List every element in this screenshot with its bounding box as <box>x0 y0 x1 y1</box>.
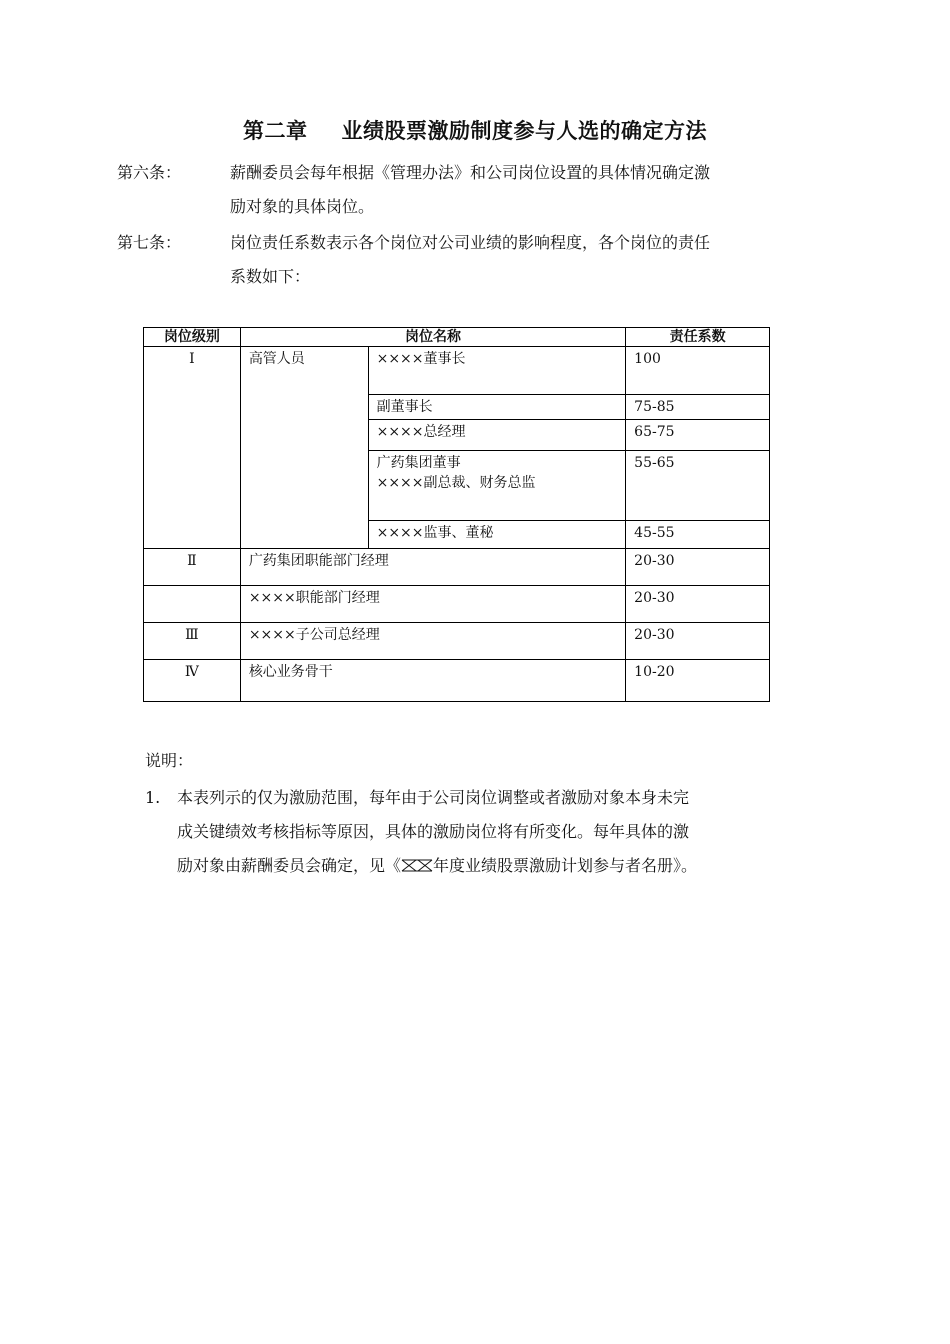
position-cell: 广药集团职能部门经理 <box>240 549 625 586</box>
level-cell <box>144 586 241 623</box>
level-cell: Ⅲ <box>144 623 241 660</box>
coef-cell: 20-30 <box>626 586 770 623</box>
level-cell: Ⅱ <box>144 549 241 586</box>
position-cell <box>368 451 626 521</box>
article-6-label: 第六条： <box>117 163 182 182</box>
header-level: 岗位级别 <box>144 328 241 347</box>
table-row <box>144 586 770 623</box>
notes-heading: 说明： <box>145 751 194 770</box>
coef-cell: 10-20 <box>626 660 770 702</box>
header-coef: 责任系数 <box>626 328 770 347</box>
coef-cell: 20-30 <box>626 549 770 586</box>
article-7-line1: 岗位责任系数表示各个岗位对公司业绩的影响程度，各个岗位的责任 <box>230 233 711 252</box>
coef-cell: 20-30 <box>626 623 770 660</box>
article-7-label: 第七条： <box>117 233 182 252</box>
header-name: 岗位名称 <box>240 328 625 347</box>
placeholder-symbol <box>401 859 433 872</box>
note-item-number: 1. <box>145 788 161 807</box>
note-line3-suffix: 年度业绩股票激励计划参与者名册》。 <box>433 856 698 875</box>
table-row <box>144 549 770 586</box>
article-6-line1: 薪酬委员会每年根据《管理办法》和公司岗位设置的具体情况确定激 <box>230 163 711 182</box>
level-cell: Ⅰ <box>144 347 241 549</box>
coef-cell: 100 <box>626 347 770 395</box>
position-cell: 副董事长 <box>368 395 626 420</box>
coef-cell: 55-65 <box>626 451 770 521</box>
position-line2: ××××副总裁、财务总监 <box>376 475 536 491</box>
position-cell: ××××董事长 <box>368 347 626 395</box>
chapter-title <box>0 115 950 145</box>
coef-cell: 45-55 <box>626 521 770 549</box>
table-row <box>144 660 770 702</box>
table-row <box>144 623 770 660</box>
position-line1: 广药集团董事 <box>376 455 461 471</box>
position-cell: 核心业务骨干 <box>240 660 625 702</box>
position-cell: ××××职能部门经理 <box>240 586 625 623</box>
position-cell: ××××子公司总经理 <box>240 623 625 660</box>
article-7-line2: 系数如下： <box>230 267 311 286</box>
note-line1: 本表列示的仅为激励范围，每年由于公司岗位调整或者激励对象本身未完 <box>177 788 690 807</box>
note-line2: 成关键绩效考核指标等原因，具体的激励岗位将有所变化。每年具体的激 <box>177 822 690 841</box>
chapter-number: 第二章 <box>243 118 308 143</box>
table-row <box>144 347 770 395</box>
position-cell: ××××监事、董秘 <box>368 521 626 549</box>
table-header-row <box>144 328 770 347</box>
chapter-heading: 业绩股票激励制度参与人选的确定方法 <box>341 118 707 143</box>
coefficient-table <box>143 327 770 702</box>
coef-cell: 65-75 <box>626 420 770 451</box>
group-cell: 高管人员 <box>240 347 368 549</box>
note-line3 <box>177 849 809 883</box>
position-cell: ××××总经理 <box>368 420 626 451</box>
article-6-line2: 励对象的具体岗位。 <box>230 197 375 216</box>
note-line3-prefix: 励对象由薪酬委员会确定，见《 <box>177 856 402 875</box>
level-cell: Ⅳ <box>144 660 241 702</box>
coef-cell: 75-85 <box>626 395 770 420</box>
